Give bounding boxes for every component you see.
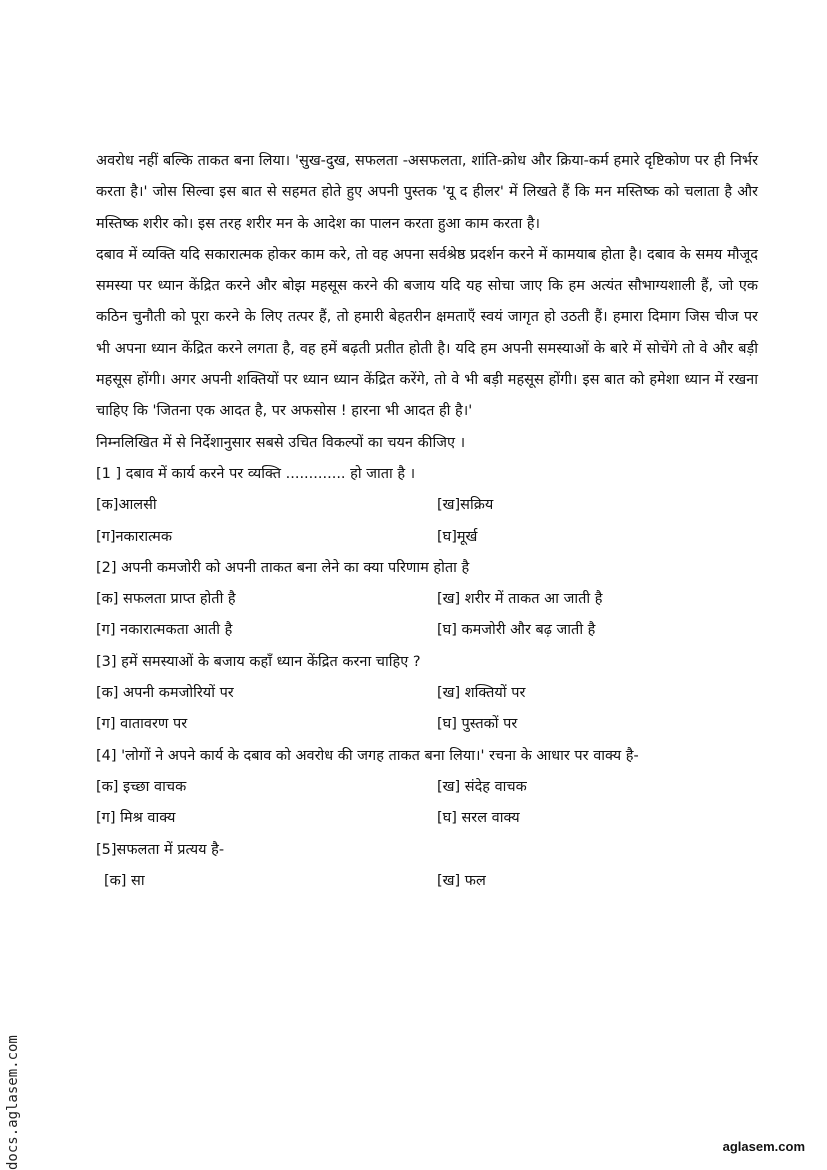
option-gha: [घ]मूर्ख xyxy=(437,528,478,545)
option-ka: [क] सा xyxy=(104,872,145,889)
passage-paragraph-1: अवरोध नहीं बल्कि ताकत बना लिया। 'सुख-दुख, सफलता -असफलता, शांति-क्रोध और क्रिया-कर्म हमारे दृष्टिकोण पर ही निर्भर करता है।' जोस सिल्वा इस बात से सहमत होते हुए अपनी पुस्तक 'यू द हीलर' में लिखते हैं कि मन मस्तिष्क को चलाता है और मस्तिष्क शरीर को। इस तरह शरीर मन के आदेश का पालन करता हुआ काम करता है। xyxy=(96,153,758,232)
side-watermark: docs.aglasem.com xyxy=(5,1035,21,1170)
option-ka: [क] इच्छा वाचक xyxy=(96,778,187,795)
option-row xyxy=(96,709,758,740)
instruction-text: निम्नलिखित में से निर्देशानुसार सबसे उचित विकल्पों का चयन कीजिए । xyxy=(96,434,466,451)
option-kha: [ख] संदेह वाचक xyxy=(437,778,527,795)
option-kha: [ख]सक्रिय xyxy=(437,497,494,514)
question-5 xyxy=(96,835,758,898)
option-row xyxy=(96,615,758,646)
question-text: [2] अपनी कमजोरी को अपनी ताकत बना लेने का क्या परिणाम होता है xyxy=(96,559,470,576)
question-text: [4] 'लोगों ने अपने कार्य के दबाव को अवरोध की जगह ताकत बना लिया।' रचना के आधार पर वाक्य है- xyxy=(96,747,639,764)
option-kha: [ख] शक्तियों पर xyxy=(437,685,526,702)
question-3 xyxy=(96,647,758,741)
option-kha: [ख] शरीर में ताकत आ जाती है xyxy=(437,591,603,608)
option-gha: [घ] कमजोरी और बढ़ जाती है xyxy=(437,622,596,639)
question-text: [5]सफलता में प्रत्यय है- xyxy=(96,841,225,858)
option-ka: [क]आलसी xyxy=(96,497,157,514)
question-text: [3] हमें समस्याओं के बजाय कहाँ ध्यान केंद्रित करना चाहिए ? xyxy=(96,653,421,670)
option-row xyxy=(96,678,758,709)
option-ka: [क] सफलता प्राप्त होती है xyxy=(96,591,236,608)
question-text: [1 ] दबाव में कार्य करने पर व्यक्ति ............. हो जाता है । xyxy=(96,465,416,482)
footer-watermark: aglasem.com xyxy=(722,1139,805,1154)
document-body xyxy=(96,146,758,897)
option-gha: [घ] पुस्तकों पर xyxy=(437,716,518,733)
option-ka: [क] अपनी कमजोरियों पर xyxy=(96,685,234,702)
option-row xyxy=(96,772,758,803)
question-2 xyxy=(96,553,758,647)
option-ga: [ग]नकारात्मक xyxy=(96,528,172,545)
option-row xyxy=(96,522,758,553)
option-row xyxy=(96,866,758,897)
option-row xyxy=(96,803,758,834)
option-kha: [ख] फल xyxy=(437,872,486,889)
option-ga: [ग] वातावरण पर xyxy=(96,716,188,733)
option-ga: [ग] नकारात्मकता आती है xyxy=(96,622,233,639)
option-ga: [ग] मिश्र वाक्य xyxy=(96,810,176,827)
question-4 xyxy=(96,741,758,835)
option-gha: [घ] सरल वाक्य xyxy=(437,810,520,827)
option-row xyxy=(96,584,758,615)
option-row xyxy=(96,490,758,521)
passage-paragraph-2: दबाव में व्यक्ति यदि सकारात्मक होकर काम करे, तो वह अपना सर्वश्रेष्ठ प्रदर्शन करने में कामयाब होता है। दबाव के समय मौजूद समस्या पर ध्यान केंद्रित करने और बोझ महसूस करने की बजाय यदि यह सोचा जाए कि हम अत्यंत सौभाग्यशाली हैं, जो एक कठिन चुनौती को पूरा करने के लिए तत्पर हैं, तो हमारी बेहतरीन क्षमताएँ स्वयं जागृत हो उठती हैं। हमारा दिमाग जिस चीज पर भी अपना ध्यान केंद्रित करने लगता है, वह हमें बढ़ती प्रतीत होती है। यदि हम अपनी समस्याओं के बारे में सोचेंगे तो वे और बड़ी महसूस होंगी। अगर अपनी शक्तियों पर ध्यान ध्यान केंद्रित करेंगे, तो वे भी बड़ी महसूस होंगी। इस बात को हमेशा ध्यान में रखना चाहिए कि 'जितना एक आदत है, पर अफसोस ! हारना भी आदत ही है।' xyxy=(96,246,758,420)
question-1 xyxy=(96,459,758,553)
